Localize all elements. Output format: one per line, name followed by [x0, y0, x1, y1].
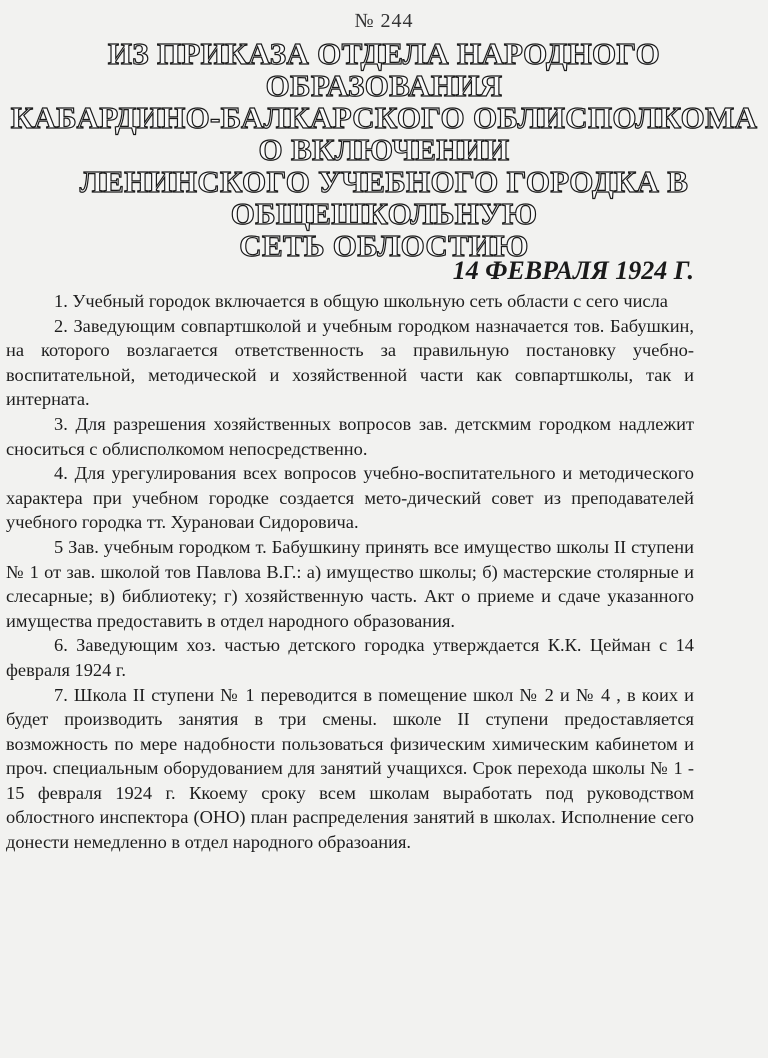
- title-line: СЕТЬ ОБЛОСТИЮ: [239, 228, 529, 263]
- title-line: О ВКЛЮЧЕНИИ: [258, 132, 510, 167]
- document-number: № 244: [354, 10, 414, 32]
- title-line: ИЗ ПРИКАЗА ОТДЕЛА НАРОДНОГО: [107, 36, 661, 71]
- paragraph-6: 6. Заведующим хоз. частью детского городка утверждается К.К. Цейман с 14 февраля 1924 г.: [6, 635, 694, 680]
- title-line: ОБРАЗОВАНИЯ: [265, 68, 503, 103]
- paragraph-7: 7. Школа II ступени № 1 переводится в помещение школ № 2 и № 4 , в коих и будет производить занятия в три смены. школе II ступени предоставляется возможность по мере надобности пользоваться физическим химическим кабинетом и проч. специальным оборудованием для занятий учащихся. Срок перехода школы № 1 - 15 февраля 1924 г. Ккоему сроку всем школам выработать под руководством облостного инспектора (ОНО) план распределения занятий в школах. Исполнение сего донести немедленно в отдел народного образоания.: [6, 684, 694, 853]
- paragraph-1: 1. Учебный городок включается в общую школьную сеть области с сего числа: [54, 291, 668, 311]
- paragraph-2: 2. Заведующим совпартшколой и учебным городком назначается тов. Бабушкин, на которого возлагается ответственность за правильную постановку учебно-воспитательной, методической и хозяйственной части как совпартшколы, так и интерната.: [6, 315, 694, 410]
- paragraph-4: 4. Для урегулирования всех вопросов учебно-воспитательного и методического характера при учебном городке создается мето-дический совет из преподавателей учебного городка тт. Хурановаи Сидоровича.: [6, 463, 694, 533]
- document-title: [0, 38, 768, 262]
- title-line: ОБЩЕШКОЛЬНУЮ: [230, 196, 538, 231]
- document-body: [6, 289, 694, 855]
- paragraph-5: 5 Зав. учебным городком т. Бабушкину принять все имущество школы II ступени № 1 от зав. школой тов Павлова В.Г.: а) имущество школы; б) мастерские столярные и слесарные; в) библиотеку; г) хозяйственную часть. Акт о приеме и сдаче указанного имущества предоставить в отдел народного образования.: [6, 536, 694, 631]
- document-date: 14 ФЕВРАЛЯ 1924 Г.: [452, 256, 694, 285]
- title-line: ЛЕНИНСКОГО УЧЕБНОГО ГОРОДКА В: [79, 164, 689, 199]
- title-line: КАБАРДИНО-БАЛКАРСКОГО ОБЛИСПОЛКОМА: [10, 100, 758, 135]
- paragraph-3: 3. Для разрешения хозяйственных вопросов зав. детскмим городком надлежит сноситься с облисполкомом непосредственно.: [6, 413, 694, 459]
